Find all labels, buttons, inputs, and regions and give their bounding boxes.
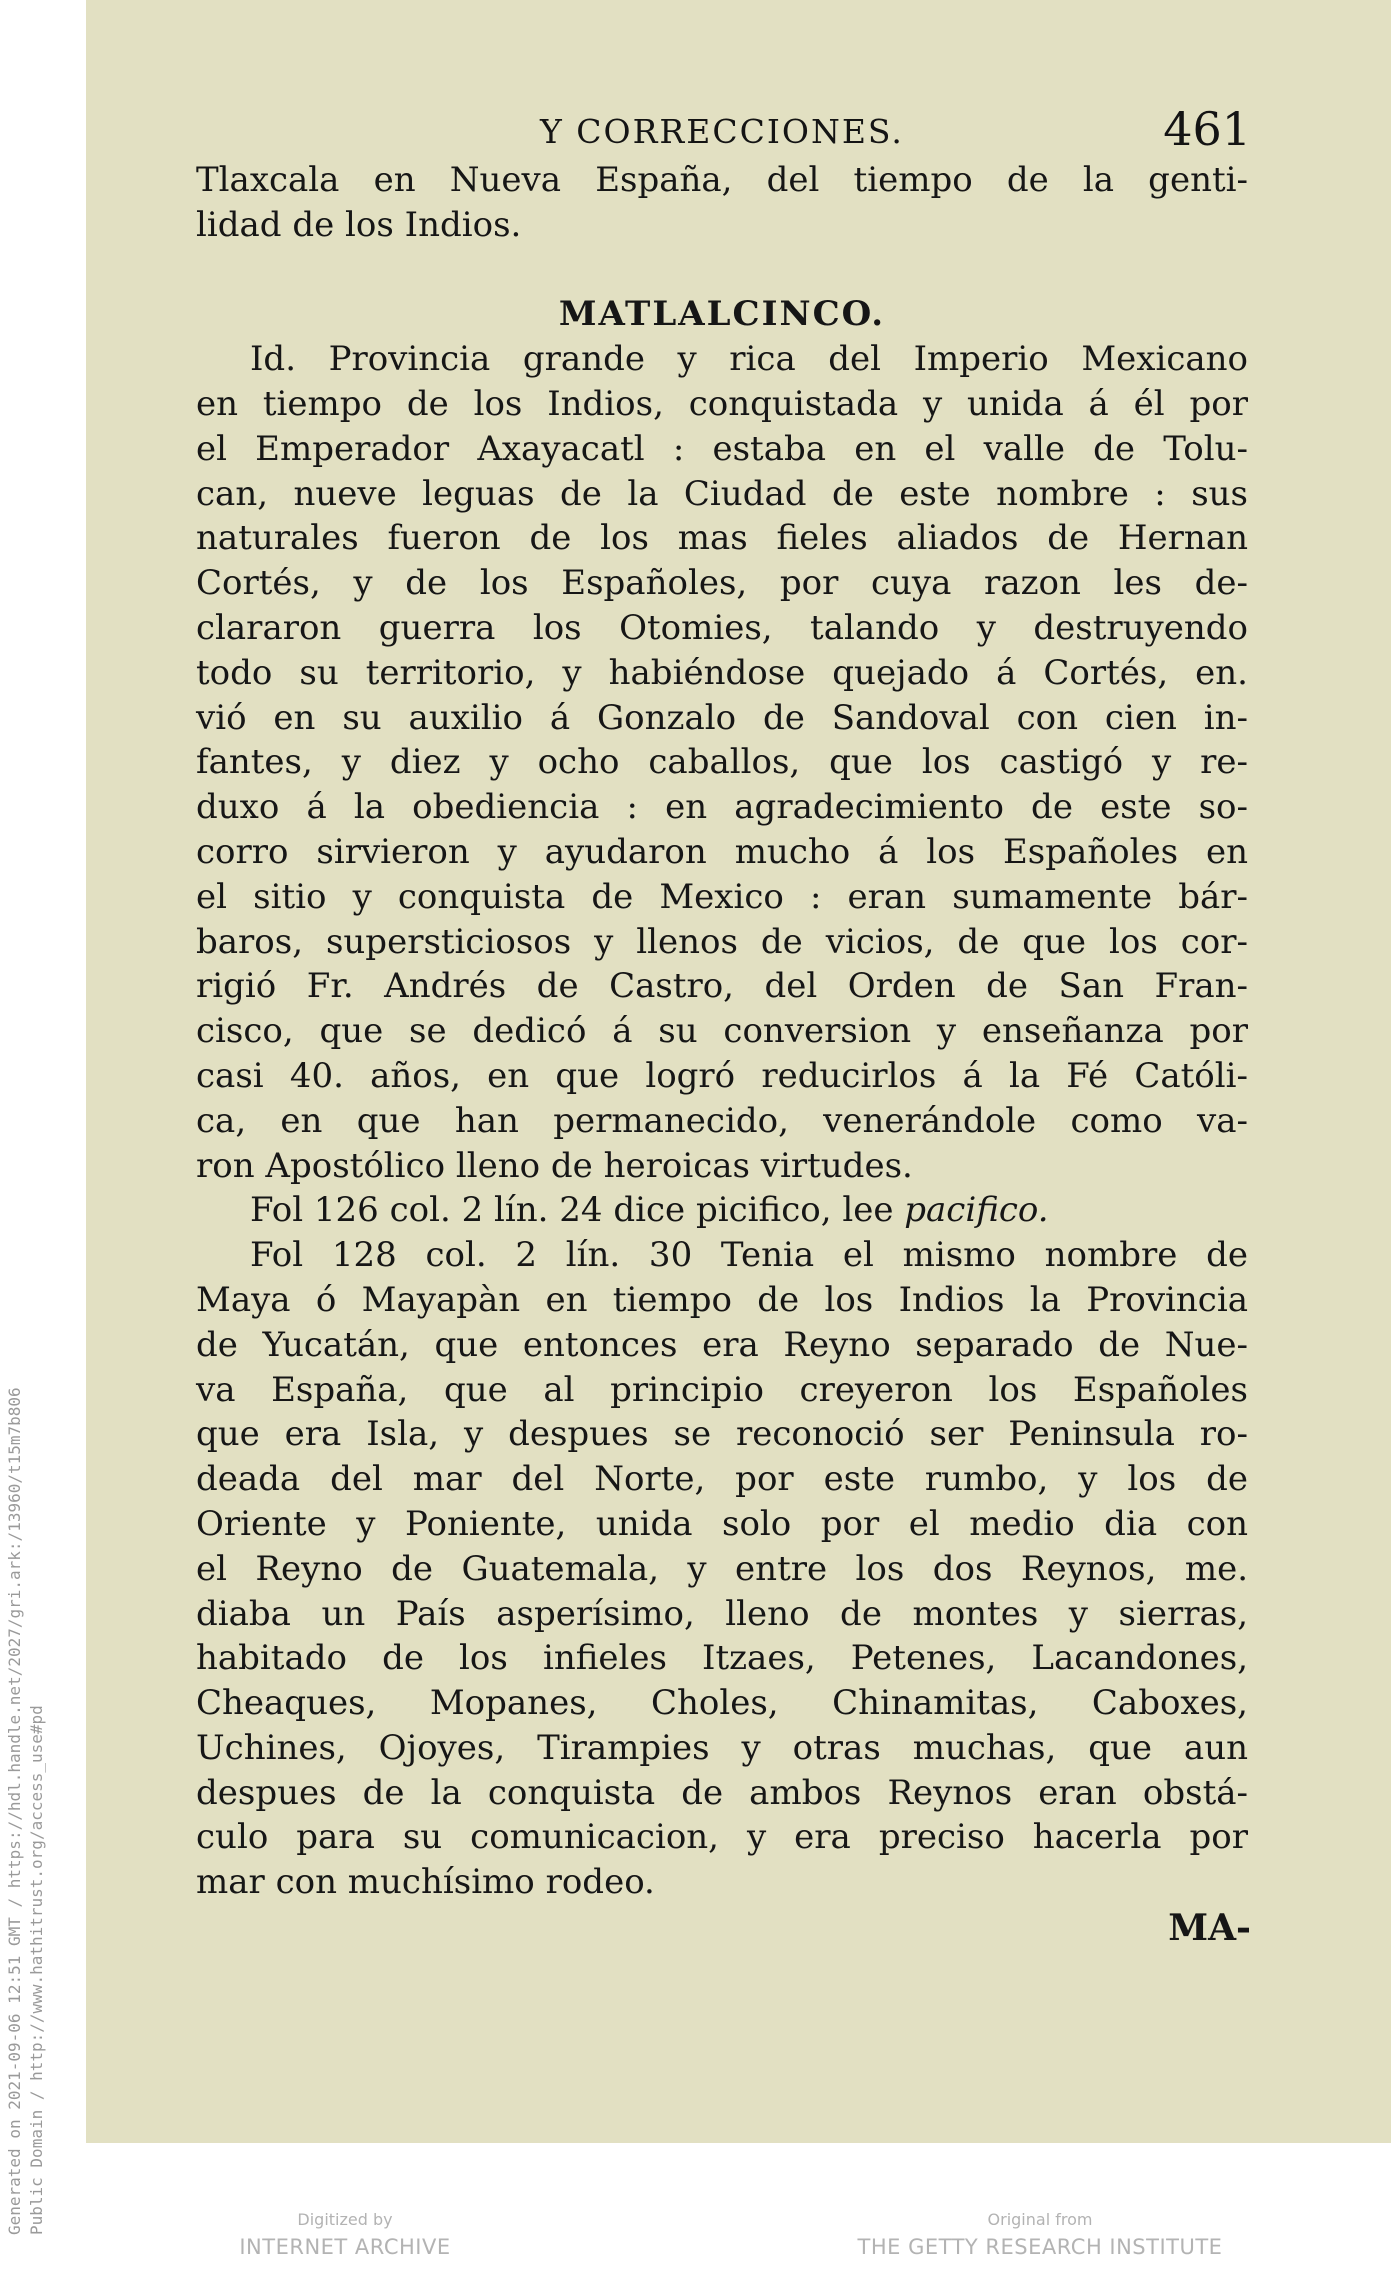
text-line: Cortés, y de los Españoles, por cuya razon les de- — [196, 563, 1248, 604]
text-line: fantes, y diez y ocho caballos, que los castigó y re- — [196, 742, 1248, 783]
text-line: todo su territorio, y habiéndose quejado á Cortés, en. — [196, 652, 1248, 693]
text-line: habitado de los infieles Itzaes, Petenes, Lacandones, — [196, 1638, 1248, 1679]
digitizer-credit — [230, 2210, 460, 2259]
page-number: 461 — [1163, 102, 1251, 156]
text-line: duxo á la obediencia : en agradecimiento de este so- — [196, 787, 1248, 828]
source-name: THE GETTY RESEARCH INSTITUTE — [857, 2235, 1223, 2259]
text-line: can, nueve leguas de la Ciudad de este nombre : sus — [196, 473, 1248, 514]
text-line: Cheaques, Mopanes, Choles, Chinamitas, Caboxes, — [196, 1683, 1248, 1724]
text-line: ron Apostólico lleno de heroicas virtudes. — [196, 1145, 913, 1186]
text-line: cisco, que se dedicó á su conversion y enseñanza por — [196, 1011, 1248, 1052]
text-line: despues de la conquista de ambos Reynos eran obstá- — [196, 1772, 1248, 1813]
source-credit — [850, 2210, 1230, 2259]
text-line: el sitio y conquista de Mexico : eran sumamente bár- — [196, 876, 1248, 917]
text-line: deada del mar del Norte, por este rumbo, y los de — [196, 1459, 1248, 1500]
erratum-text: Fol 126 col. 2 lín. 24 dice picifico, lee — [250, 1190, 894, 1231]
text-line: diaba un País asperísimo, lleno de montes y sierras, — [196, 1593, 1248, 1634]
digitized-by-label: Digitized by — [297, 2210, 393, 2229]
digitization-footer — [0, 2210, 1391, 2271]
text-line: Id. Provincia grande y rica del Imperio Mexicano — [250, 339, 1248, 380]
watermark-line-1: Generated on 2021-09-06 12:51 GMT / https://hdl.handle.net/2027/gri.ark:/13960/t15m7b806 — [5, 1387, 24, 2235]
watermark-line-2: Public Domain / http://www.hathitrust.org/access_use#pd — [27, 1705, 46, 2235]
text-line: que era Isla, y despues se reconoció ser Peninsula ro- — [196, 1414, 1248, 1455]
text-line: casi 40. años, en que logró reducirlos á la Fé Católi- — [196, 1055, 1248, 1096]
access-watermark — [6, 1115, 66, 2235]
text-line: el Reyno de Guatemala, y entre los dos Reynos, me. — [196, 1548, 1248, 1589]
text-line: va España, que al principio creyeron los Españoles — [196, 1369, 1248, 1410]
text-line: baros, supersticiosos y llenos de vicios, de que los cor- — [196, 921, 1248, 962]
erratum-line: Fol 128 col. 2 lín. 30 Tenia el mismo nombre de — [250, 1235, 1248, 1276]
catchword: MA- — [1168, 1907, 1251, 1949]
text-line: de Yucatán, que entonces era Reyno separado de Nue- — [196, 1324, 1248, 1365]
erratum-line — [196, 1188, 1248, 1233]
text-line: naturales fueron de los mas fieles aliados de Hernan — [196, 518, 1248, 559]
digitizer-name: INTERNET ARCHIVE — [239, 2235, 451, 2259]
body-text — [196, 158, 1248, 1905]
original-from-label: Original from — [987, 2210, 1093, 2229]
text-line: ca, en que han permanecido, venerándole como va- — [196, 1100, 1248, 1141]
text-line: Tlaxcala en Nueva España, del tiempo de la genti- — [196, 160, 1248, 200]
text-line: lidad de los Indios. — [196, 204, 522, 245]
text-line: en tiempo de los Indios, conquistada y unida á él por — [196, 383, 1248, 424]
blank-line — [196, 248, 1248, 293]
text-line: rigió Fr. Andrés de Castro, del Orden de San Fran- — [196, 966, 1248, 1007]
page-header — [540, 102, 1251, 158]
text-line: mar con muchísimo rodeo. — [196, 1862, 655, 1903]
text-line: vió en su auxilio á Gonzalo de Sandoval con cien in- — [196, 697, 1248, 738]
section-heading: MATLALCINCO. — [558, 294, 886, 335]
text-line: Uchines, Ojoyes, Tirampies y otras muchas, que aun — [196, 1727, 1248, 1768]
text-line: Oriente y Poniente, unida solo por el medio dia con — [196, 1503, 1248, 1544]
text-line: corro sirvieron y ayudaron mucho á los Españoles en — [196, 831, 1248, 872]
text-line: clararon guerra los Otomies, talando y destruyendo — [196, 607, 1248, 648]
erratum-correction: pacifico. — [904, 1190, 1049, 1231]
text-line: culo para su comunicacion, y era preciso hacerla por — [196, 1817, 1248, 1858]
text-line: Maya ó Mayapàn en tiempo de los Indios la Provincia — [196, 1279, 1248, 1320]
text-line: el Emperador Axayacatl : estaba en el valle de Tolu- — [196, 428, 1248, 469]
running-title: Y CORRECCIONES. — [540, 112, 904, 151]
